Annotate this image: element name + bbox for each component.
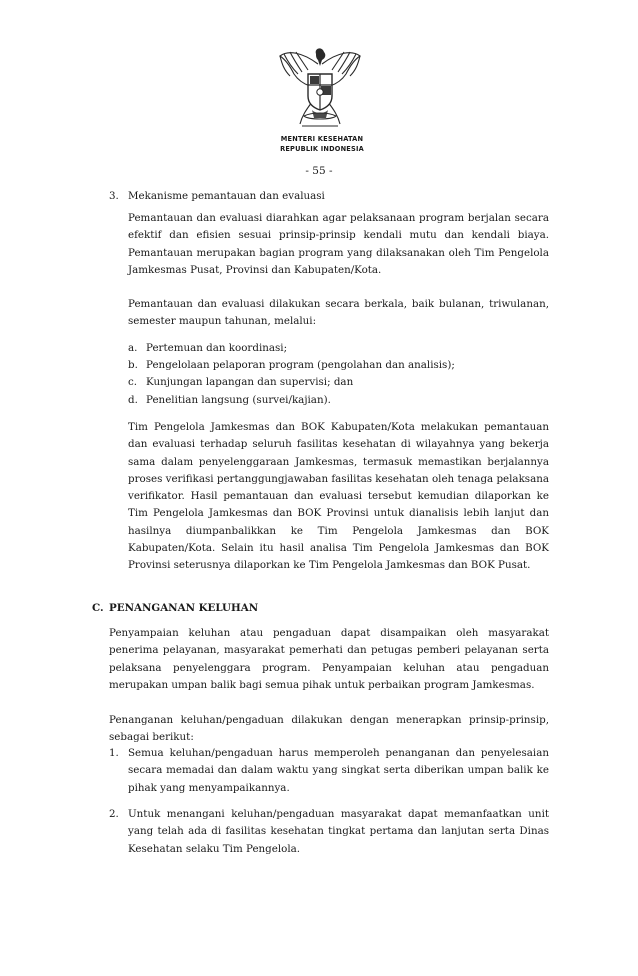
numbered-item-2-marker: 2.	[109, 808, 119, 820]
section-3-paragraph-1: Pemantauan dan evaluasi diarahkan agar pelaksanaan program berjalan secara efektif dan efisien sesuai prinsip-prinsip kendali mutu dan kendali biaya. Pemantauan merupakan bagian program yang dilaksanakan oleh Tim Pengelola Jamkesmas Pusat, Provinsi dan Kabupaten/Kota.	[128, 212, 549, 276]
section-c-title: PENANGANAN KELUHAN	[109, 602, 259, 614]
section-3-paragraph-2: Pemantauan dan evaluasi dilakukan secara berkala, baik bulanan, triwulanan, semester maupun tahunan, melalui:	[128, 298, 549, 328]
list-item-a: Pertemuan dan koordinasi;	[146, 342, 288, 354]
section-3-number: 3.	[109, 190, 119, 202]
list-item-b: Pengelolaan pelaporan program (pengolahan dan analisis);	[146, 359, 455, 371]
list-item-a-marker: a.	[128, 342, 138, 354]
list-item-d-marker: d.	[128, 394, 138, 406]
section-c-paragraph-2: Penanganan keluhan/pengaduan dilakukan dengan menerapkan prinsip-prinsip, sebagai berikut:	[109, 714, 549, 744]
institution-name	[262, 134, 382, 154]
garuda-emblem-icon	[272, 44, 368, 132]
institution-line-1: MENTERI KESEHATAN	[280, 135, 364, 143]
institution-line-2: REPUBLIK INDONESIA	[280, 145, 364, 153]
list-item-b-marker: b.	[128, 359, 138, 371]
numbered-item-1-marker: 1.	[109, 747, 119, 759]
section-c-marker: C.	[92, 602, 104, 614]
section-c-paragraph-1: Penyampaian keluhan atau pengaduan dapat disampaikan oleh masyarakat penerima pelayanan, masyarakat pemerhati dan petugas pemberi pelayanan serta pelaksana penyelenggara program. Penyampaian keluhan atau pengaduan merupakan umpan balik bagi semua pihak untuk perbaikan program Jamkesmas.	[109, 627, 549, 691]
numbered-item-1: Semua keluhan/pengaduan harus memperoleh penanganan dan penyelesaian secara memadai dan dalam waktu yang singkat serta diberikan umpan balik ke pihak yang menyampaikannya.	[128, 747, 549, 794]
page-number: - 55 -	[305, 165, 333, 177]
section-3-heading: Mekanisme pemantauan dan evaluasi	[128, 190, 325, 202]
list-item-c-marker: c.	[128, 376, 138, 388]
list-item-c: Kunjungan lapangan dan supervisi; dan	[146, 376, 354, 388]
list-item-d: Penelitian langsung (survei/kajian).	[146, 394, 331, 406]
section-3-paragraph-3: Tim Pengelola Jamkesmas dan BOK Kabupaten/Kota melakukan pemantauan dan evaluasi terhadap seluruh fasilitas kesehatan di wilayahnya yang bekerja sama dalam penyelenggaraan Jamkesmas, termasuk memastikan berjalannya proses verifikasi pertanggungjawaban fasilitas kesehatan oleh tenaga pelaksana verifikator. Hasil pemantauan dan evaluasi tersebut kemudian dilaporkan ke Tim Pengelola Jamkesmas dan BOK Provinsi untuk dianalisis lebih lanjut dan hasilnya diumpanbalikkan ke Tim Pengelola Jamkesmas dan BOK Kabupaten/Kota. Selain itu hasil analisa Tim Pengelola Jamkesmas dan BOK Provinsi seterusnya dilaporkan ke Tim Pengelola Jamkesmas dan BOK Pusat.	[128, 421, 550, 572]
numbered-item-2: Untuk menangani keluhan/pengaduan masyarakat dapat memanfaatkan unit yang telah ada di fasilitas kesehatan tingkat pertama dan lanjutan serta Dinas Kesehatan selaku Tim Pengelola.	[128, 808, 549, 855]
